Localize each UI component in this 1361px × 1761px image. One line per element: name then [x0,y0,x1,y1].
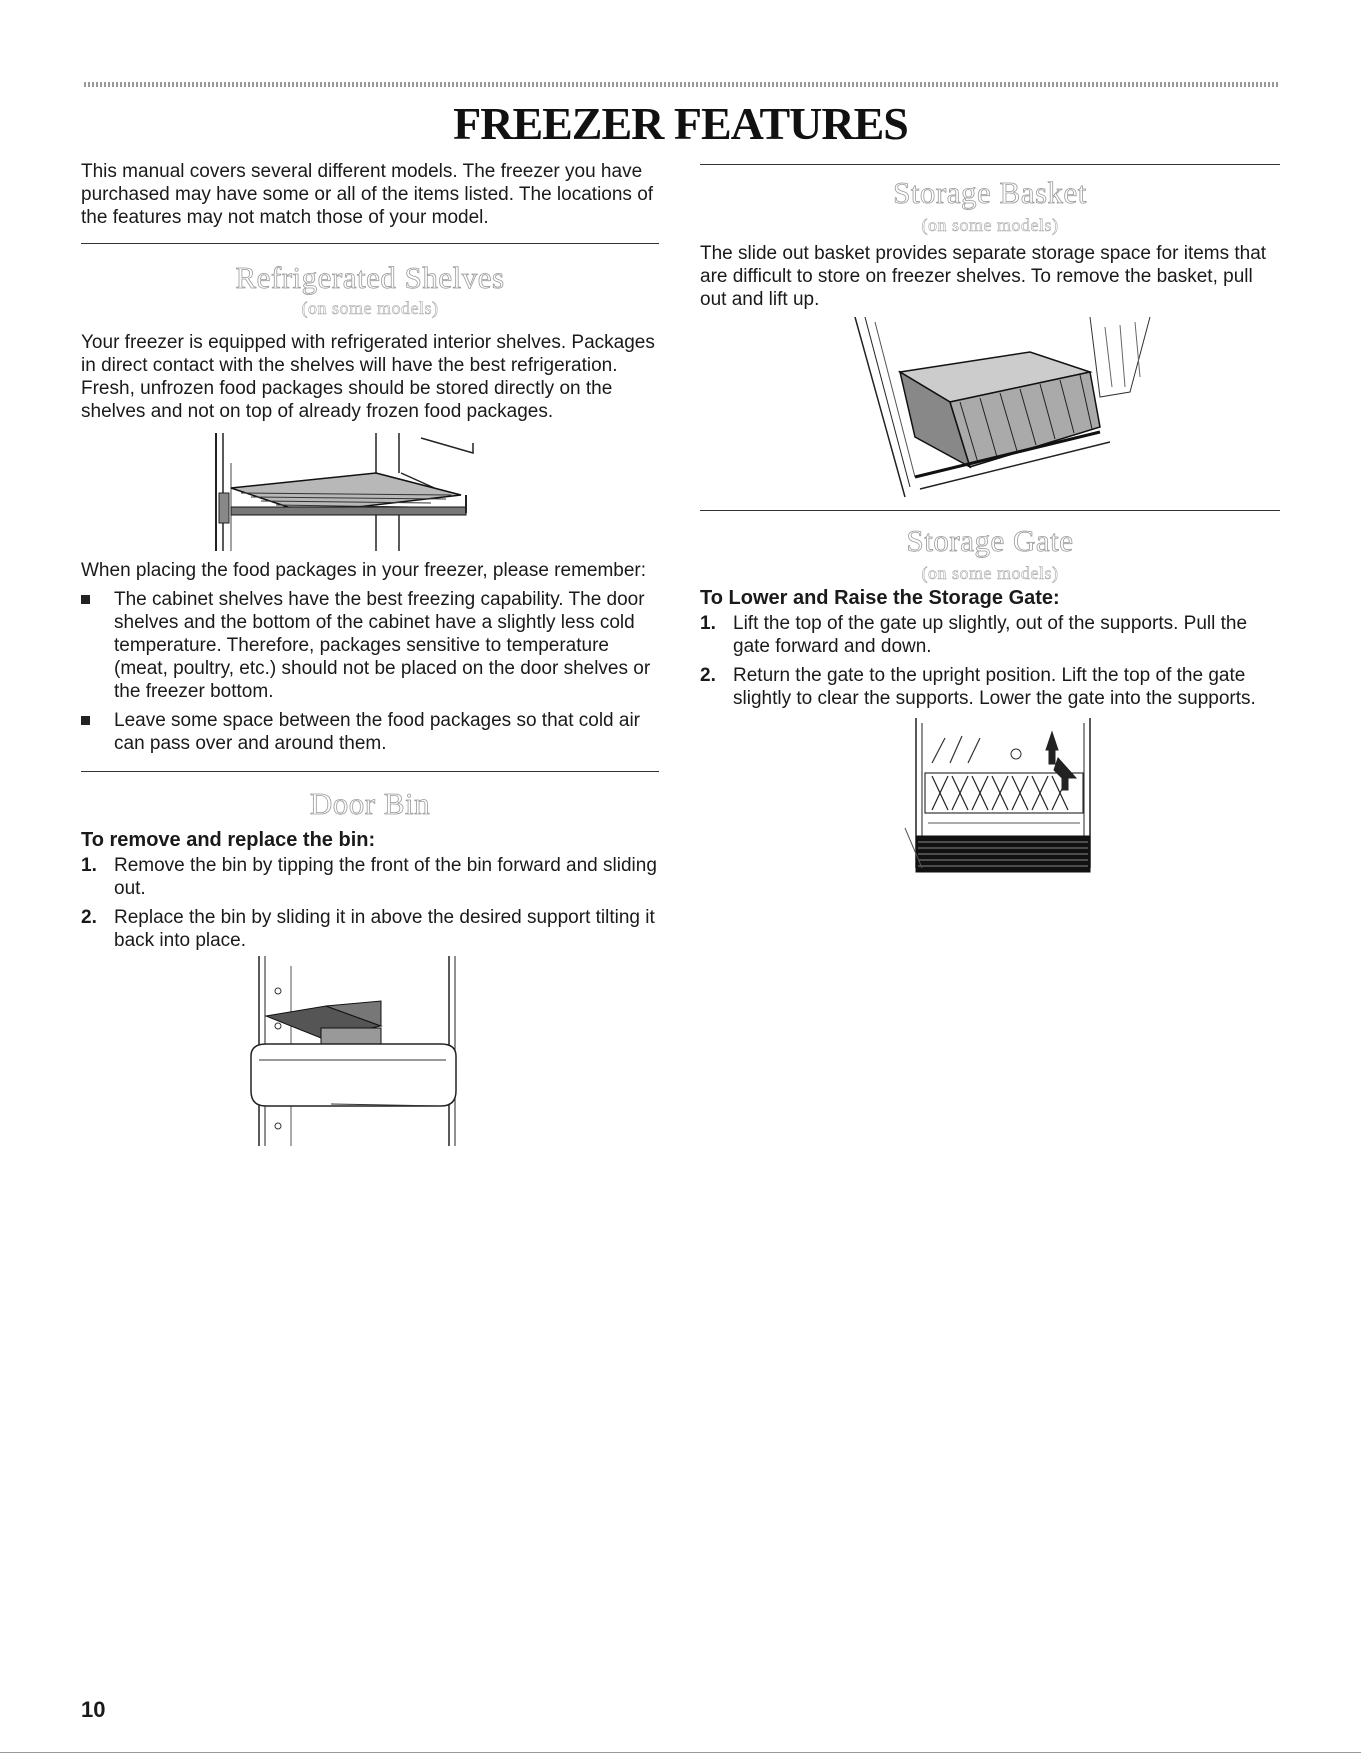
storage-gate-title: Storage Gate [906,523,1074,558]
left-column [81,160,659,1146]
section-divider [700,510,1280,511]
remember-paragraph: When placing the food packages in your freezer, please remember: [81,560,647,581]
list-item: 1. Lift the top of the gate up slightly, out of the supports. Pull the gate forward and down. [700,613,1248,657]
list-item: Leave some space between the food packages so that cold air can pass over and around them. [81,709,659,755]
right-column [700,160,1280,898]
door-bin-title: Door Bin [309,786,431,821]
bottom-rule [0,1752,1361,1753]
section-divider [700,164,1280,165]
list-item: 2. Replace the bin by sliding it in above the desired support tilting it back into place. [81,907,655,951]
storage-gate-illustration [700,718,1280,898]
bullet-square-icon [81,716,90,725]
page-title: FREEZER FEATURES [453,98,908,149]
door-bin-subhead: To remove and replace the bin: [81,829,376,851]
intro-paragraph: This manual covers several different models. The freezer you have purchased may have some or all of the items listed. The locations of the features may not match those of your model. [81,161,654,228]
list-item: 2. Return the gate to the upright position. Lift the top of the gate slightly to clear the supports. Lower the gate into the supports. [700,665,1256,709]
storage-gate-subtitle: (on some models) [921,563,1059,583]
door-bin-illustration [81,956,659,1146]
list-item: 1. Remove the bin by tipping the front of the bin forward and sliding out. [81,855,657,899]
section-divider [81,771,659,772]
refrigerated-shelf-illustration [81,433,659,551]
up-arrow-icon [1046,732,1058,764]
bullet-square-icon [81,595,90,604]
top-decorative-rule [84,82,1280,87]
door-bin-steps [81,854,659,952]
refrigerated-shelves-body: Your freezer is equipped with refrigerated interior shelves. Packages in direct contact with the shelves will have the best refrigeration. Fresh, unfrozen food packages should be stored directly on the shelves and not on top of already frozen food packages. [81,332,655,422]
storage-basket-subtitle: (on some models) [921,215,1059,235]
storage-gate-subhead: To Lower and Raise the Storage Gate: [700,587,1060,609]
page-number: 10 [81,1697,106,1722]
remember-list [81,588,659,755]
refrigerated-shelves-subtitle: (on some models) [301,298,439,318]
storage-basket-illustration [700,317,1280,502]
list-item: The cabinet shelves have the best freezing capability. The door shelves and the bottom of the cabinet have a slightly less cold temperature. Therefore, packages sensitive to temperature (meat, poultry, etc.) should not be placed on the door shelves or the freezer bottom. [81,588,659,703]
storage-gate-steps [700,612,1280,710]
section-divider [81,243,659,244]
storage-basket-body: The slide out basket provides separate storage space for items that are difficult to store on freezer shelves. To remove the basket, pull out and lift up. [700,243,1267,310]
refrigerated-shelves-title: Refrigerated Shelves [235,260,505,295]
storage-basket-title: Storage Basket [893,175,1087,210]
